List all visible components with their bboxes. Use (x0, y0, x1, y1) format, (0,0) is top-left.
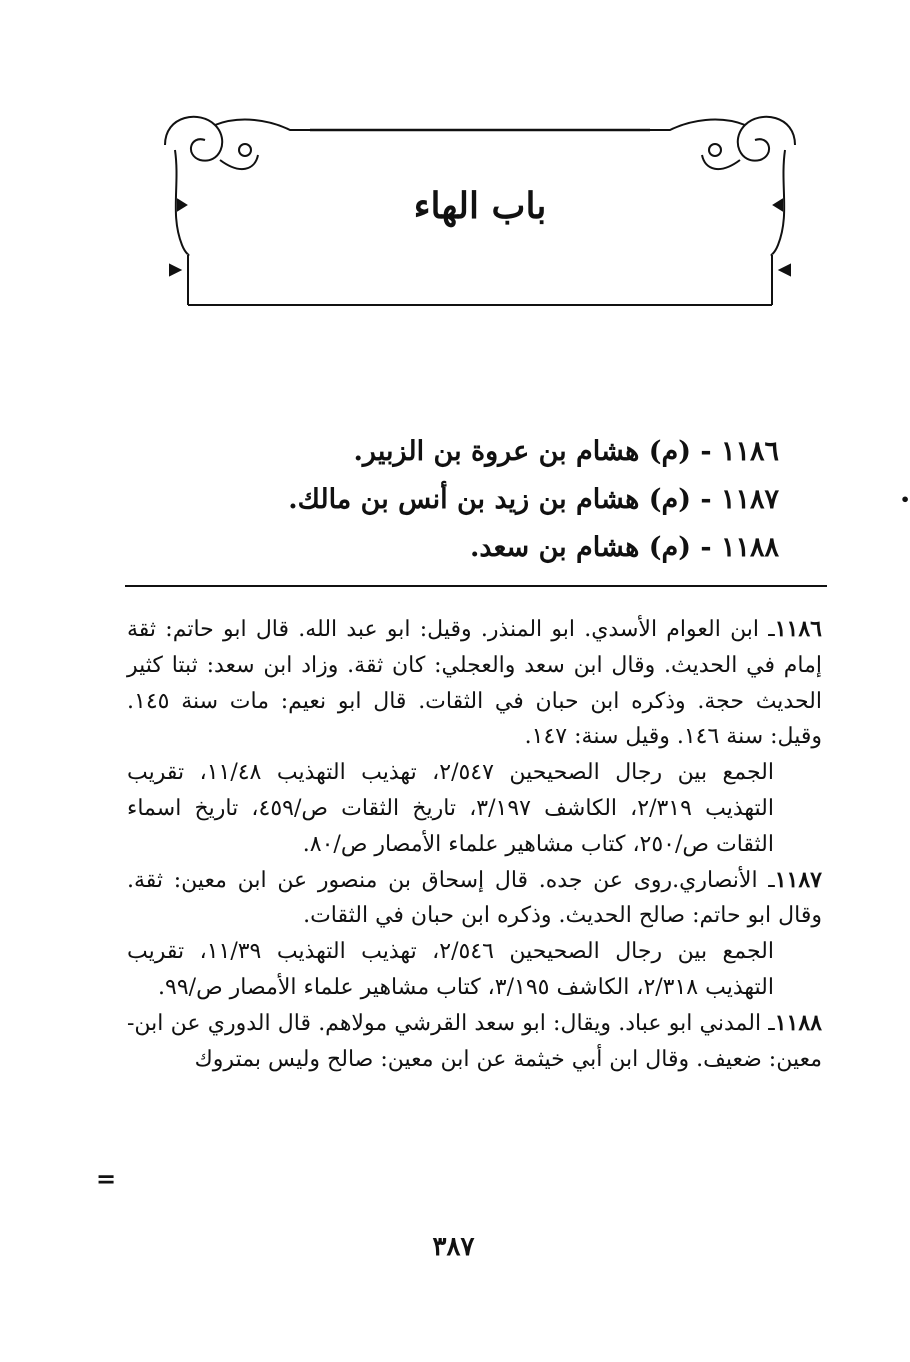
note-1186 (127, 612, 822, 755)
note-1188 (127, 1006, 822, 1078)
note-text: ـ المدني ابو عباد. ويقال: ابو سعد القرشي مولاهم. قال الدوري عن ابن- معين: ضعيف. وقال ابن أبي خيثمة عن ابن معين: صالح وليس بمتروك (127, 1010, 822, 1072)
entry-1188: ١١٨٨ - (م) هشام بن سعد. (469, 532, 779, 563)
entry-1186: ١١٨٦ - (م) هشام بن عروة بن الزبير. (353, 436, 779, 467)
note-1186-references: الجمع بين رجال الصحيحين ٢/٥٤٧، تهذيب التهذيب ١١/٤٨، تقريب التهذيب ٢/٣١٩، الكاشف ٣/١٩٧، تاريخ الثقات ص/٤٥٩، تاريخ اسماء الثقات ص/٢٥٠، كتاب مشاهير علماء الأمصار ص/٨٠. (127, 760, 774, 857)
note-1187 (127, 863, 822, 935)
note-number: ١١٨٨ (774, 1009, 822, 1036)
continuation-mark: = (96, 1164, 117, 1193)
note-text: ـ ابن العوام الأسدي. ابو المنذر. وقيل: ابو عبد الله. قال ابو حاتم: ثقة إمام في الحديث. وقال ابن سعد والعجلي: كان ثقة. وزاد ابن سعد: ثبتا كثير الحديث حجة. وذكره ابن حبان في الثقات. قال ابو نعيم: مات سنة ١٤٥. وقيل: سنة ١٤٦. وقيل سنة: ١٤٧. (127, 617, 822, 750)
footnotes (127, 612, 822, 1077)
page-number: ٣٨٧ (432, 1232, 475, 1262)
entry-list (219, 428, 779, 572)
note-1187-references: الجمع بين رجال الصحيحين ٢/٥٤٦، تهذيب التهذيب ١١/٣٩، تقريب التهذيب ٢/٣١٨، الكاشف ٣/١٩٥، كتاب مشاهير علماء الأمصار ص/٩٩. (127, 939, 774, 1000)
note-number: ١١٨٦ (774, 616, 822, 642)
note-number: ١١٨٧ (774, 866, 822, 893)
entry-1187: ١١٨٧ - (م) هشام بن زيد بن أنس بن مالك. (288, 484, 779, 515)
margin-mark: • (900, 490, 910, 509)
chapter-title: باب الهاء (413, 185, 547, 227)
note-text: ـ الأنصاري.روى عن جده. قال إسحاق بن منصور عن ابن معين: ثقة. وقال ابو حاتم: صالح الحديث. وذكره ابن حبان في الثقات. (127, 867, 822, 929)
footnote-separator (125, 585, 827, 587)
